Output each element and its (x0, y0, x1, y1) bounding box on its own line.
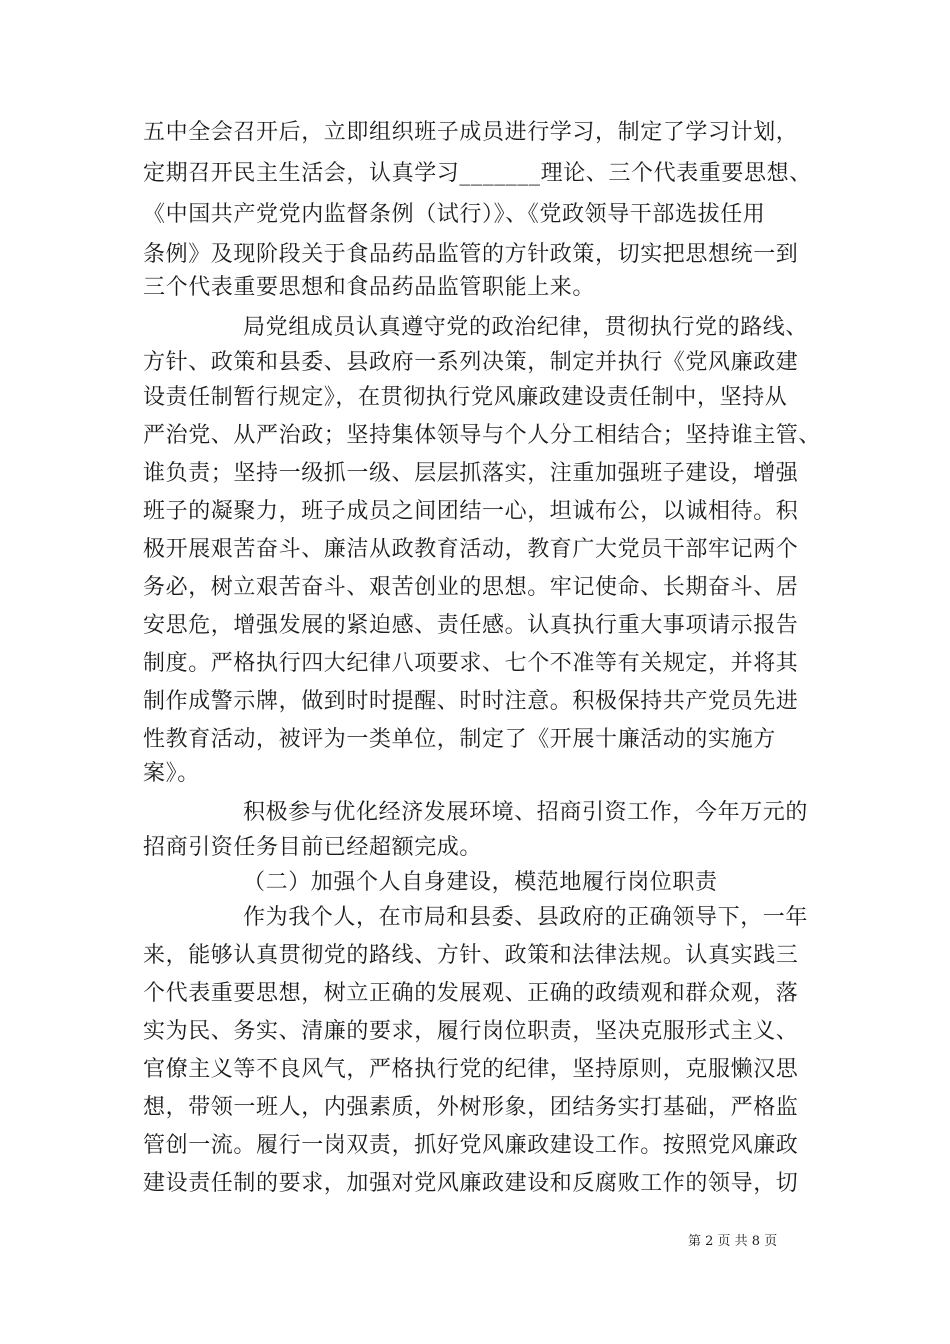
text-line: 谁负责；坚持一级抓一级、层层抓落实，注重加强班子建设，增强 (143, 461, 799, 486)
text-line: 来，能够认真贯彻党的路线、方针、政策和法律法规。认真实践三 (143, 943, 799, 968)
text-line: 想，带领一班人，内强素质，外树形象，团结务实打基础，严格监 (143, 1095, 799, 1120)
section-heading: （二）加强个人自身建设，模范地履行岗位职责 (243, 870, 718, 895)
text-line: 方针、政策和县委、县政府一系列决策，制定并执行《党风廉政建 (143, 350, 799, 375)
text-line: 定期召开民主生活会，认真学习_______理论、三个代表重要思想、 (143, 161, 812, 186)
text-line: 务必，树立艰苦奋斗、艰苦创业的思想。牢记使命、长期奋斗、居 (143, 575, 799, 600)
text-line: 性教育活动，被评为一类单位，制定了《开展十廉活动的实施方 (143, 727, 776, 752)
paragraph-first-line: 局党组成员认真遵守党的政治纪律，贯彻执行党的路线、 (243, 315, 809, 340)
text-line: 条例》及现阶段关于食品药品监管的方针政策，切实把思想统一到 (143, 242, 799, 267)
text-line: 严治党、从严治政；坚持集体领导与个人分工相结合；坚持谁主管、 (143, 423, 822, 448)
text-line: 安思危，增强发展的紧迫感、责任感。认真执行重大事项请示报告 (143, 613, 799, 638)
text-line: 官僚主义等不良风气，严格执行党的纪律，坚持原则，克服懒汉思 (143, 1057, 799, 1082)
page-number: 第 2 页 共 8 页 (688, 1234, 778, 1249)
text-line: 招商引资任务目前已经超额完成。 (143, 835, 483, 860)
text-line: 设责任制暂行规定》，在贯彻执行党风廉政建设责任制中，坚持从 (143, 385, 788, 410)
text-line: 管创一流。履行一岗双责，抓好党风廉政建设工作。按照党风廉政 (143, 1133, 799, 1158)
text-line: 制作成警示牌，做到时时提醒、时时注意。积极保持共产党员先进 (143, 689, 799, 714)
text-line: 实为民、务实、清廉的要求，履行岗位职责，坚决克服形式主义、 (143, 1019, 799, 1044)
text-line: 三个代表重要思想和食品药品监管职能上来。 (143, 275, 596, 300)
text-line: 极开展艰苦奋斗、廉洁从政教育活动，教育广大党员干部牢记两个 (143, 537, 799, 562)
text-line: 班子的凝聚力，班子成员之间团结一心，坦诚布公，以诚相待。积 (143, 499, 799, 524)
text-line: 《中国共产党党内监督条例（试行）》、《党政领导干部选拔任用 (143, 202, 766, 227)
paragraph-first-line: 积极参与优化经济发展环境、招商引资工作，今年万元的 (243, 800, 809, 825)
text-line: 建设责任制的要求，加强对党风廉政建设和反腐败工作的领导，切 (143, 1171, 799, 1196)
text-line: 个代表重要思想，树立正确的发展观、正确的政绩观和群众观，落 (143, 981, 799, 1006)
text-line: 五中全会召开后，立即组织班子成员进行学习，制定了学习计划， (143, 120, 799, 145)
text-line: 案》。 (143, 761, 200, 786)
text-line: 制度。严格执行四大纪律八项要求、七个不准等有关规定，并将其 (143, 651, 799, 676)
paragraph-first-line: 作为我个人，在市局和县委、县政府的正确领导下，一年 (243, 905, 809, 930)
